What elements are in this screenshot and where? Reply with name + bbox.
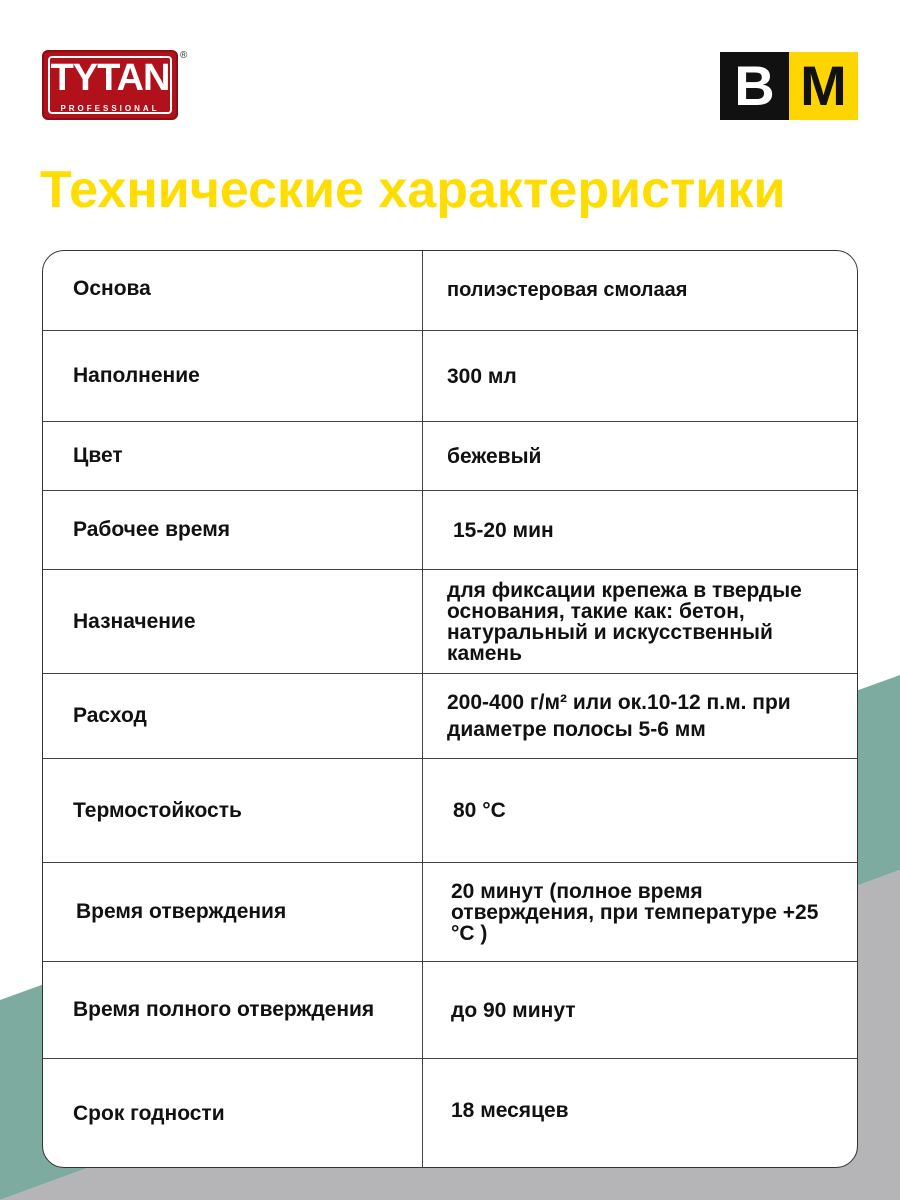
- spec-label: Цвет: [73, 444, 123, 467]
- spec-row: [43, 251, 858, 331]
- spec-row: [43, 962, 858, 1059]
- bm-logo: [720, 52, 858, 120]
- tytan-logo-name: TYTAN: [50, 57, 170, 99]
- spec-table: [42, 250, 858, 1168]
- tytan-logo-subtitle: PROFESSIONAL: [60, 104, 160, 113]
- bm-logo-b: B: [720, 52, 789, 120]
- spec-row: [43, 570, 858, 674]
- spec-row: [43, 674, 858, 759]
- spec-label: Назначение: [73, 609, 196, 633]
- spec-row: [43, 331, 858, 422]
- spec-label: Наполнение: [73, 364, 200, 387]
- spec-value: для фиксации крепежа в твердые основания, такие как: бетон, натуральный и искусственный камень: [447, 578, 802, 665]
- spec-label: Рабочее время: [73, 518, 230, 541]
- spec-value: бежевый: [447, 444, 542, 468]
- spec-value: полиэстеровая смолаая: [447, 279, 688, 301]
- spec-value: 15-20 мин: [453, 518, 554, 542]
- spec-value: 80 °С: [453, 799, 506, 822]
- page-title: Технические характеристики: [40, 161, 786, 219]
- spec-label: Время полного отверждения: [73, 998, 375, 1021]
- spec-value: 20 минут (полное время отверждения, при температуре +25 °С ): [451, 879, 819, 945]
- spec-value: 300 мл: [447, 364, 517, 388]
- spec-value: 18 месяцев: [451, 1098, 569, 1122]
- spec-row: [43, 759, 858, 863]
- spec-label: Термостойкость: [73, 798, 242, 822]
- spec-row: [43, 422, 858, 491]
- registered-mark: ®: [180, 50, 188, 61]
- spec-row: [43, 491, 858, 570]
- spec-label: Расход: [73, 704, 147, 727]
- spec-label: Срок годности: [73, 1102, 225, 1125]
- spec-row: [43, 1059, 858, 1168]
- bm-logo-m: M: [789, 52, 858, 120]
- spec-label: Время отверждения: [76, 900, 287, 923]
- spec-row: [43, 863, 858, 962]
- spec-label: Основа: [73, 276, 151, 300]
- spec-value: до 90 минут: [451, 998, 576, 1022]
- spec-value: 200-400 г/м² или ок.10-12 п.м. при диаметре полосы 5-6 мм: [447, 691, 791, 741]
- tytan-logo: [42, 50, 178, 120]
